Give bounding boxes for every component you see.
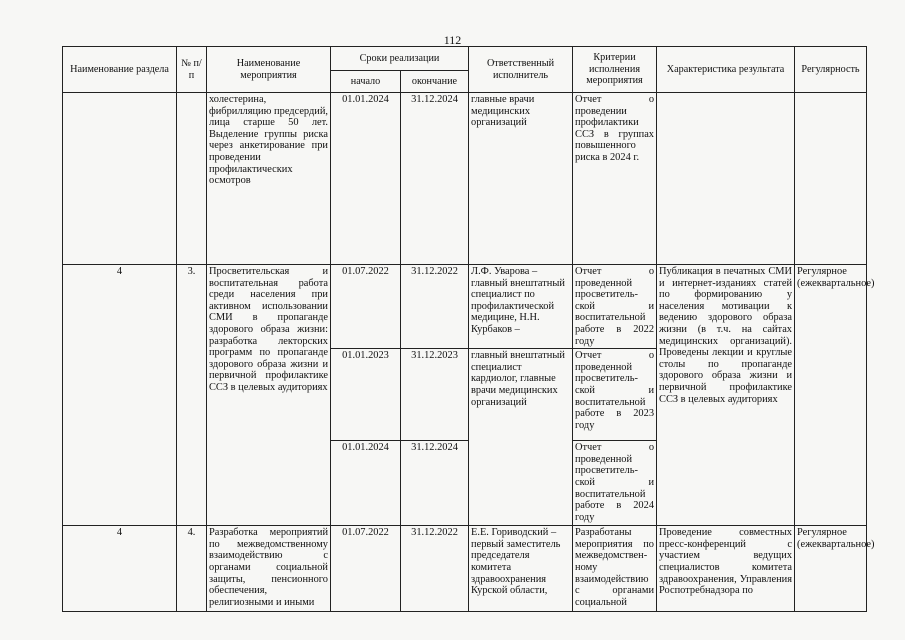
r4-start: 01.07.2022 [331,526,401,612]
r3-start-2: 01.01.2023 [331,349,401,441]
header-num: № п/п [177,47,207,93]
plan-table [62,46,875,612]
r4-result: Проведение совместных пресс-конференций с участием ведущих специалистов комитета здравоохранения, Управления Роспотребнадзора по [657,526,795,612]
r3-event: Просветительская и воспитательная работа среди населения при активном использовании СМИ в пропаганде здорового образа жизни: разработка лекторских программ по пропаганде здорового образа жизни и первичной профилактике ССЗ в целевых аудиториях [207,265,331,526]
page-number: 112 [443,33,462,47]
r3-end-3: 31.12.2024 [401,441,469,526]
r4-responsible: Е.Е. Гориводский – первый заместитель председателя комитета здравоохранения Курской области, [469,526,573,612]
header-event: Наименование мероприятия [207,47,331,93]
cont-start: 01.01.2024 [331,93,401,265]
r3-result: Публикация в печатных СМИ и интернет-изданиях статей по формированию у населения мотивации к ведению здорового образа жизни (в т.ч. на сайтах медицинских организаций). Проведены лекции и круглые столы по пропаганде здорового образа жизни и первичной профилактике ССЗ в целевых аудиториях [657,265,795,526]
header-start: начало [331,71,401,93]
r3-start-1: 01.07.2022 [331,265,401,349]
header-terms: Сроки реализации [331,47,469,71]
cont-end: 31.12.2024 [401,93,469,265]
r4-num: 4. [177,526,207,612]
header-criteria: Критерии исполнения мероприятия [573,47,657,93]
header-end: окончание [401,71,469,93]
cont-responsible: главные врачи медицинских организаций [469,93,573,265]
r3-end-1: 31.12.2022 [401,265,469,349]
cont-event: холестерина, фибрилляцию предсердий, лица старше 50 лет. Выделение группы риска через анкетирование при проведении профилактических осмотров [207,93,331,265]
header-regularity: Регулярность [795,47,867,93]
table-row [63,526,867,612]
cont-regularity [795,93,867,265]
r4-regularity: Регулярное (ежеквартальное) [795,526,867,612]
r3-start-3: 01.01.2024 [331,441,401,526]
r4-end: 31.12.2022 [401,526,469,612]
r3-section: 4 [63,265,177,526]
header-result: Характеристика результата [657,47,795,93]
r3-num: 3. [177,265,207,526]
table-row [63,93,867,265]
cont-result [657,93,795,265]
cont-criteria: Отчет о проведении профилактики ССЗ в группах повышенного риска в 2024 г. [573,93,657,265]
cont-num [177,93,207,265]
header-responsible: Ответственный исполнитель [469,47,573,93]
table-row [63,265,867,349]
r3-end-2: 31.12.2023 [401,349,469,441]
r3-responsible-2: главный внештатный специалист кардиолог, главные врачи медицинских организаций [469,349,573,526]
header-section: Наименование раздела [63,47,177,93]
r4-criteria: Разработаны мероприятия по межведомствен-ному взаимодействию с органами социальной [573,526,657,612]
r4-event: Разработка мероприятий по межведомственному взаимодействию с органами социальной защиты, пенсионного обеспечения, религиозными и иными [207,526,331,612]
r4-section: 4 [63,526,177,612]
r3-regularity: Регулярное (ежеквартальное) [795,265,867,526]
r3-responsible-1: Л.Ф. Уварова – главный внештатный специалист по профилактической медицине, Н.Н. Курбаков – [469,265,573,349]
r3-criteria-2: Отчет о проведенной просветитель-ской и воспитательной работе в 2023 году [573,349,657,441]
cont-section [63,93,177,265]
r3-criteria-3: Отчет о проведенной просветитель-ской и воспитательной работе в 2024 году [573,441,657,526]
r3-criteria-1: Отчет о проведенной просветитель-ской и воспитательной работе в 2022 году [573,265,657,349]
